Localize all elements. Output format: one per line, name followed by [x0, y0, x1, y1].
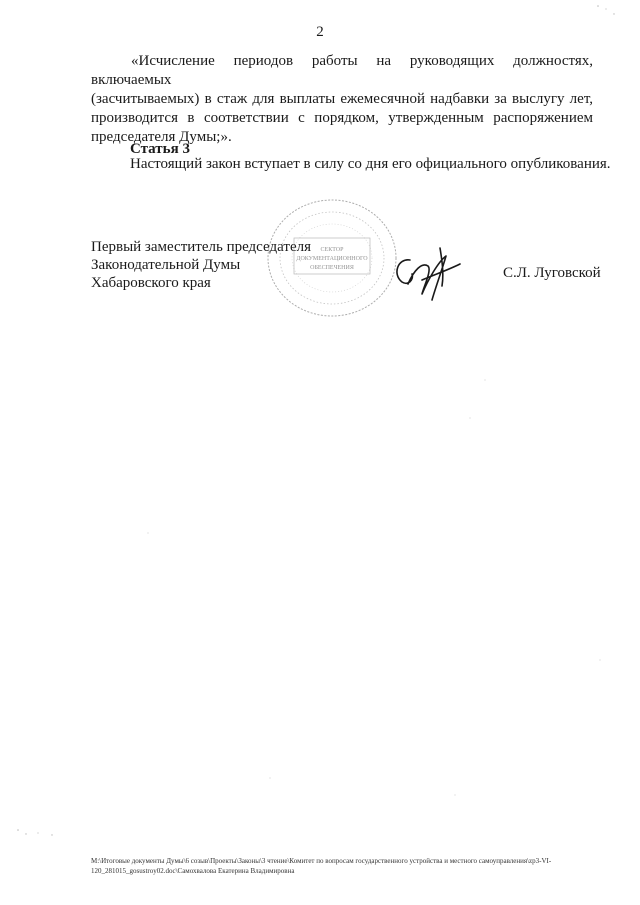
quoted-paragraph — [91, 52, 593, 147]
svg-text:СЕКТОР: СЕКТОР — [320, 247, 344, 253]
svg-text:ОБЕСПЕЧЕНИЯ: ОБЕСПЕЧЕНИЯ — [310, 265, 354, 271]
paragraph-line: (засчитываемых) в стаж для выплаты ежемесячной надбавки за выслугу лет, — [91, 91, 593, 107]
article-title: Статья 3 — [130, 141, 190, 157]
svg-text:ДОКУМЕНТАЦИОННОГО: ДОКУМЕНТАЦИОННОГО — [296, 256, 368, 262]
page-number: 2 — [316, 24, 324, 40]
footer-line: 120_281015_gosustroy02.doc\Самохвалова Екатерина Владимировна — [91, 867, 295, 875]
official-stamp — [264, 196, 400, 320]
paragraph-line: «Исчисление периодов работы на руководящих должностях, включаемых — [91, 53, 593, 88]
signer-name: С.Л. Луговской — [503, 265, 601, 281]
file-path-footer — [91, 856, 611, 876]
footer-line: M:\Итоговые документы Думы\6 созыв\Проекты\Законы\3 чтение\Комитет по вопросам государственного устройства и местного самоуправления\zp3-VI- — [91, 857, 552, 865]
article-text: Настоящий закон вступает в силу со дня его официального опубликования. — [130, 156, 611, 172]
signer-position-line: Хабаровского края — [91, 275, 211, 291]
handwritten-signature — [388, 240, 466, 306]
paragraph-line: председателя Думы;». — [91, 129, 232, 145]
signer-position-line: Законодательной Думы — [91, 257, 241, 273]
signer-position-line: Первый заместитель председателя — [91, 239, 311, 255]
paragraph-line: производится в соответствии с порядком, утвержденным распоряжением — [91, 110, 593, 126]
